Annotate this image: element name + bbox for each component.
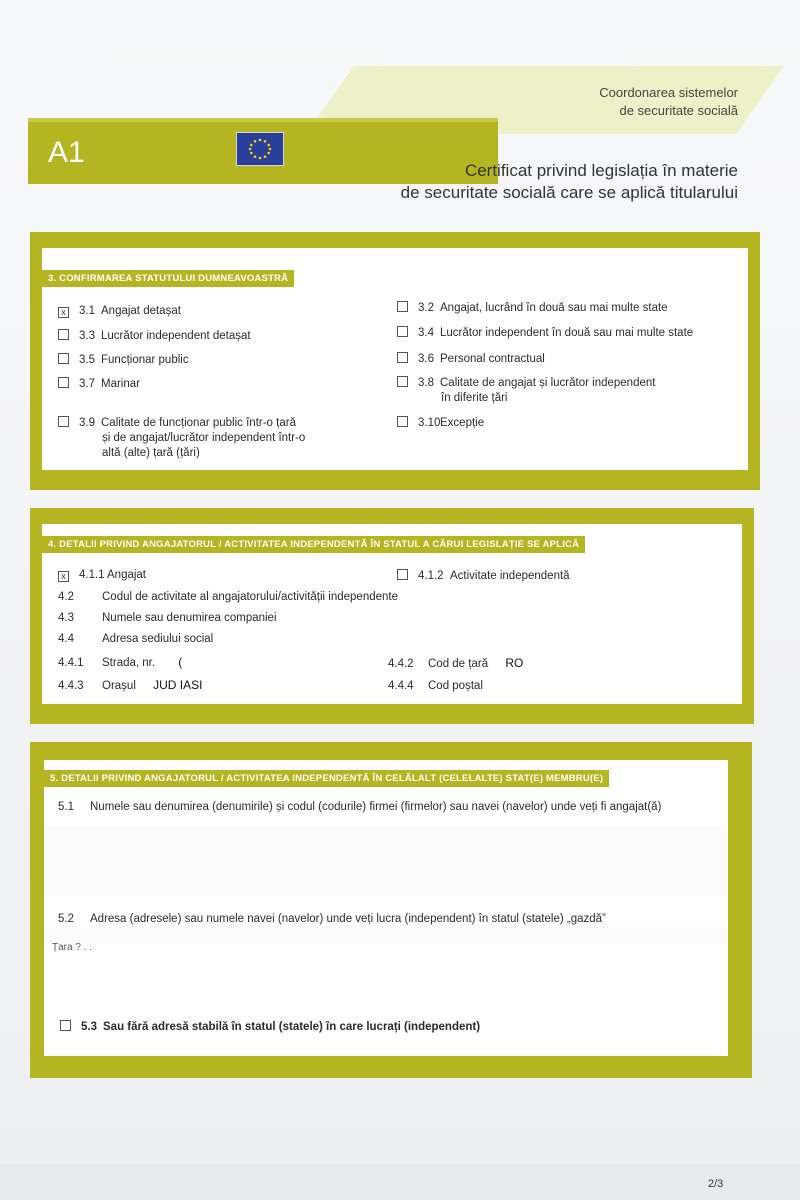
field-5-1: 5.1 Numele sau denumirea (denumirile) și codul (codurile) firmei (firmelor) sau navei (navelor) unde veți fi angajat(ă)	[58, 801, 662, 813]
option-3-9-line-2: și de angajat/lucrător independent într-o	[102, 432, 306, 444]
option-3-9[interactable]: 3.9 Calitate de funcționar public într-o țară și de angajat/lucrător independent într-o altă (alte) țară (țări)	[58, 416, 305, 461]
option-3-7[interactable]: 3.7 Marinar	[58, 377, 140, 392]
checkbox[interactable]: x	[58, 571, 69, 582]
field-4-4-4: 4.4.4 Cod poștal	[388, 680, 483, 692]
field-4-4-2: 4.4.2 Cod de țară RO	[388, 656, 524, 670]
section-3-title: 3. CONFIRMAREA STATUTULUI DUMNEAVOASTRĂ	[42, 270, 294, 287]
option-3-8[interactable]: 3.8 Calitate de angajat și lucrător independent în diferite țări	[397, 376, 655, 406]
option-3-9-line-3: altă (alte) țară (țări)	[102, 447, 200, 459]
option-3-8-line-2: în diferite țări	[441, 392, 508, 404]
option-3-10[interactable]: 3.10Excepție	[397, 416, 484, 431]
checkbox[interactable]	[397, 352, 408, 363]
checkbox[interactable]	[58, 377, 69, 388]
redacted-area	[46, 926, 726, 944]
title-line-2: de securitate socială care se aplică titularului	[400, 183, 738, 202]
field-4-3: 4.3 Numele sau denumirea companiei	[58, 612, 277, 624]
option-3-3[interactable]: 3.3 Lucrător independent detașat	[58, 329, 251, 344]
checkbox[interactable]	[58, 329, 69, 340]
title-line-1: Certificat privind legislația în materie	[464, 161, 738, 180]
redacted-area	[46, 826, 726, 896]
checkbox[interactable]	[60, 1020, 71, 1031]
option-3-6[interactable]: 3.6 Personal contractual	[397, 352, 545, 367]
field-5-2: 5.2 Adresa (adresele) sau numele navei (navelor) unde veți lucra (independent) în statul (statele) „gazdă”	[58, 913, 606, 925]
checkbox[interactable]	[397, 301, 408, 312]
option-4-1-1[interactable]: x 4.1.1 Angajat	[58, 568, 146, 583]
section-4-title: 4. DETALII PRIVIND ANGAJATORUL / ACTIVITATEA INDEPENDENTĂ ÎN STATUL A CĂRUI LEGISLAȚIE SE APLICĂ	[42, 536, 585, 553]
field-4-4-1: 4.4.1 Strada, nr. (	[58, 655, 183, 669]
section-5-title: 5. DETALII PRIVIND ANGAJATORUL / ACTIVITATEA INDEPENDENTĂ ÎN CELĂLALT (CELELALTE) STAT(E) MEMBRU(E)	[44, 770, 609, 787]
checkbox[interactable]	[58, 353, 69, 364]
field-5-2-partial: Țara ? . .	[52, 942, 93, 953]
checkbox[interactable]	[397, 416, 408, 427]
field-4-2: 4.2 Codul de activitate al angajatorului/activității independente	[58, 591, 399, 603]
checkbox[interactable]	[397, 376, 408, 387]
eu-flag-icon	[236, 132, 284, 166]
footer-band	[0, 1164, 800, 1200]
page-number: 2/3	[700, 1176, 731, 1192]
street-value: (	[178, 655, 183, 669]
option-3-2[interactable]: 3.2 Angajat, lucrând în două sau mai multe state	[397, 301, 668, 316]
option-3-1[interactable]: x 3.1 Angajat detașat	[58, 304, 181, 319]
checkbox[interactable]	[397, 326, 408, 337]
field-4-4: 4.4 Adresa sediului social	[58, 633, 214, 645]
checkbox[interactable]	[58, 416, 69, 427]
certificate-title	[401, 160, 738, 204]
option-5-3[interactable]: 5.3 Sau fără adresă stabilă în statul (statele) în care lucrați (independent)	[60, 1020, 480, 1035]
organization-name	[599, 84, 738, 120]
city-value: JUD IASI	[153, 678, 203, 692]
option-4-1-2[interactable]: 4.1.2 Activitate independentă	[397, 569, 570, 584]
org-line-1: Coordonarea sistemelor	[599, 85, 738, 100]
country-code-value: RO	[505, 656, 524, 670]
form-badge: A1	[48, 136, 85, 169]
checkbox[interactable]: x	[58, 307, 69, 318]
checkbox[interactable]	[397, 569, 408, 580]
option-3-5[interactable]: 3.5 Funcționar public	[58, 353, 189, 368]
org-line-2: de securitate socială	[619, 103, 738, 118]
option-3-4[interactable]: 3.4 Lucrător independent în două sau mai multe state	[397, 326, 693, 341]
field-4-4-3: 4.4.3 Orașul JUD IASI	[58, 678, 203, 692]
